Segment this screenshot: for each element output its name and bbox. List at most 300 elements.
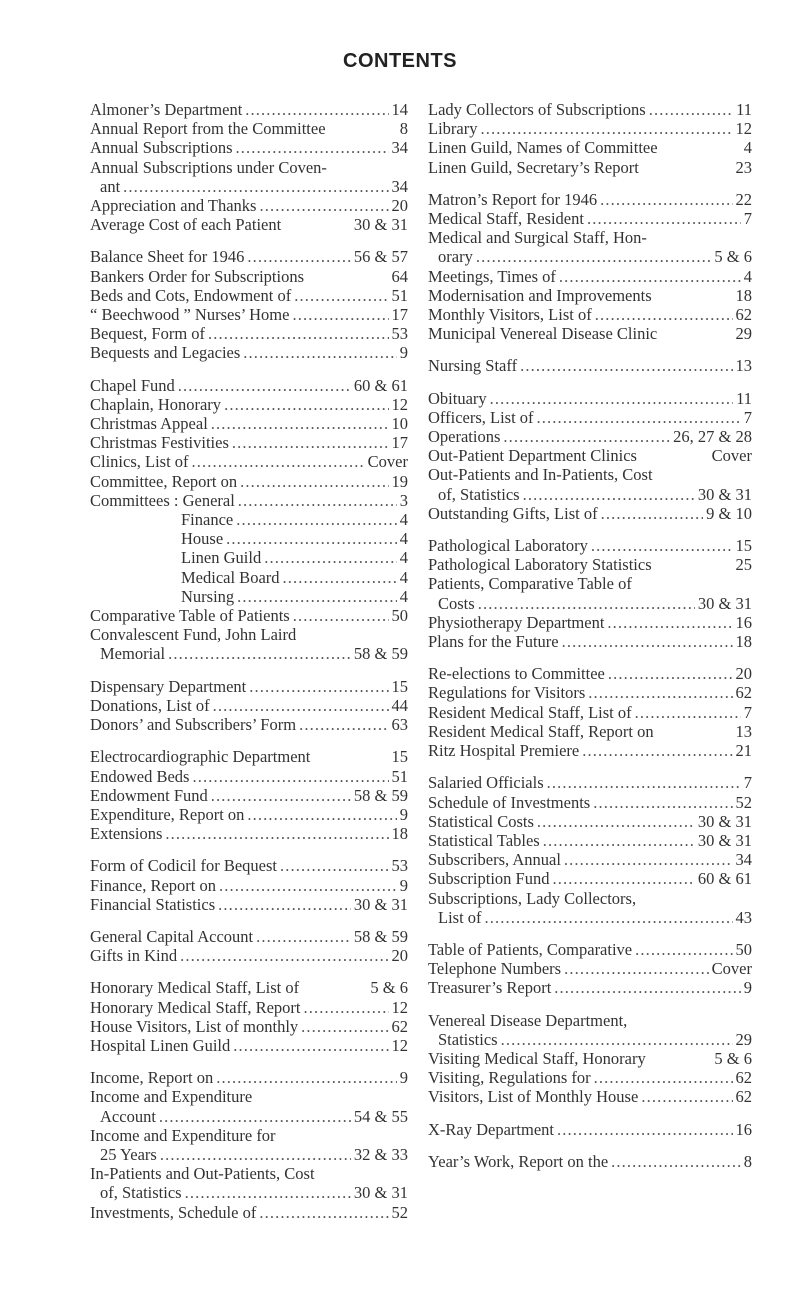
leader-dots — [192, 452, 365, 471]
index-entry — [90, 414, 408, 433]
index-entry — [90, 805, 408, 824]
index-entry — [90, 946, 408, 965]
leader-dots — [247, 247, 351, 266]
leader-dots — [588, 683, 732, 702]
leader-dots — [537, 408, 741, 427]
entry-label: Honorary Medical Staff, List of — [90, 978, 300, 998]
entry-label: Subscription Fund — [428, 869, 550, 889]
entry-label: Pathological Laboratory Statistics — [428, 555, 652, 575]
index-entry — [90, 895, 408, 914]
entry-page-number: 52 — [391, 1202, 408, 1222]
index-entry — [428, 555, 752, 574]
entry-page-number: 4 — [399, 548, 408, 568]
index-entry — [90, 1203, 408, 1222]
entry-label: Christmas Appeal — [90, 414, 208, 434]
index-entry — [90, 286, 408, 305]
index-entry — [90, 138, 408, 157]
entry-label: Committee, Report on — [90, 471, 238, 491]
entry-label: Annual Report from the Committee — [90, 119, 326, 139]
index-entry-heading: Medical and Surgical Staff, Hon- — [428, 228, 647, 248]
entry-label: Visiting, Regulations for — [428, 1068, 591, 1088]
leader-dots — [503, 427, 670, 446]
entry-page-number: 62 — [735, 1087, 752, 1107]
entry-label: Salaried Officials — [428, 773, 544, 793]
leader-dots — [247, 805, 396, 824]
entry-label: Nursing — [181, 586, 235, 606]
entry-page-number: 50 — [391, 606, 408, 626]
entry-page-number: 5 & 6 — [714, 247, 752, 267]
index-entry — [90, 998, 408, 1017]
leader-dots — [594, 1068, 733, 1087]
index-entry — [90, 491, 408, 510]
entry-page-number: 15 — [391, 676, 408, 696]
index-entry — [90, 324, 408, 343]
entry-label: Electrocardiographic Department — [90, 747, 311, 767]
entry-page-number: 7 — [743, 773, 752, 793]
index-entry — [428, 286, 752, 305]
entry-page-number: 9 — [399, 343, 408, 363]
entry-page-number: 51 — [391, 766, 408, 786]
index-entry — [428, 664, 752, 683]
leader-dots — [476, 247, 712, 266]
index-entry — [90, 452, 408, 471]
index-entry — [428, 1120, 752, 1139]
leader-dots — [593, 793, 732, 812]
entry-label: Honorary Medical Staff, Report — [90, 997, 301, 1017]
entry-label: Medical Board — [181, 567, 280, 587]
index-entry-heading: Convalescent Fund, John Laird — [90, 625, 297, 645]
entry-label: Investments, Schedule of — [90, 1202, 257, 1222]
index-entry — [90, 1145, 408, 1164]
entry-label: Linen Guild — [181, 548, 262, 568]
index-entry — [428, 356, 752, 375]
entry-label: Comparative Table of Patients — [90, 606, 290, 626]
leader-dots — [303, 998, 388, 1017]
index-entry — [428, 324, 752, 343]
leader-dots — [587, 209, 741, 228]
index-entry — [90, 1107, 408, 1126]
index-entry — [428, 1068, 752, 1087]
index-entry — [90, 529, 408, 548]
entry-label: Balance Sheet for 1946 — [90, 247, 245, 267]
entry-label: Endowment Fund — [90, 785, 208, 805]
entry-page-number: 26, 27 & 28 — [673, 427, 752, 447]
index-entry — [428, 446, 752, 465]
index-entry — [90, 786, 408, 805]
entry-label: Chaplain, Honorary — [90, 394, 222, 414]
leader-dots — [259, 196, 388, 215]
section-gap — [428, 998, 752, 1011]
entry-label: 25 Years — [100, 1144, 157, 1164]
entry-label: Chapel Fund — [90, 375, 175, 395]
leader-dots — [165, 824, 388, 843]
index-entry-heading: Patients, Comparative Table of — [428, 574, 632, 594]
index-entry — [90, 1036, 408, 1055]
entry-page-number: 4 — [743, 266, 752, 286]
index-entry — [90, 644, 408, 663]
entry-label: Resident Medical Staff, List of — [428, 702, 632, 722]
index-entry — [90, 196, 408, 215]
index-entry — [90, 856, 408, 875]
entry-label: Subscribers, Annual — [428, 850, 561, 870]
entry-page-number: 23 — [735, 157, 752, 177]
index-entry — [428, 158, 752, 177]
leader-dots — [292, 305, 388, 324]
leader-dots — [582, 741, 732, 760]
index-entry — [428, 793, 752, 812]
entry-page-number: 5 & 6 — [370, 978, 408, 998]
leader-dots — [211, 786, 351, 805]
entry-label: Statistical Costs — [428, 811, 534, 831]
leader-dots — [520, 356, 732, 375]
entry-label: Endowed Beds — [90, 766, 190, 786]
index-entry — [90, 215, 408, 234]
leader-dots — [635, 703, 741, 722]
entry-page-number: 52 — [735, 792, 752, 812]
entry-page-number: 60 & 61 — [697, 869, 752, 889]
section-gap — [428, 927, 752, 940]
entry-label: Account — [100, 1106, 156, 1126]
index-column-right — [428, 100, 752, 1171]
leader-dots — [280, 856, 389, 875]
entry-page-number: 12 — [735, 119, 752, 139]
index-entry — [90, 696, 408, 715]
entry-page-number: 64 — [391, 266, 408, 286]
entry-label: Physiotherapy Department — [428, 612, 605, 632]
entry-label: Treasurer’s Report — [428, 978, 552, 998]
index-entry — [90, 119, 408, 138]
leader-dots — [208, 324, 388, 343]
entry-page-number: 9 — [399, 804, 408, 824]
entry-page-number: 8 — [743, 1151, 752, 1171]
leader-dots — [218, 895, 351, 914]
section-gap — [428, 1139, 752, 1152]
entry-page-number: Cover — [367, 452, 408, 472]
entry-page-number: 9 — [399, 875, 408, 895]
leader-dots — [547, 773, 741, 792]
entry-label: of, Statistics — [438, 484, 520, 504]
entry-label: Donors’ and Subscribers’ Form — [90, 715, 297, 735]
index-entry — [428, 812, 752, 831]
entry-label: Visiting Medical Staff, Honorary — [428, 1048, 646, 1068]
entry-label: Nursing Staff — [428, 356, 518, 376]
index-entry — [428, 632, 752, 651]
entry-page-number: 34 — [735, 850, 752, 870]
index-entry — [90, 568, 408, 587]
section-gap — [428, 523, 752, 536]
entry-label: Statistics — [438, 1029, 498, 1049]
entry-page-number: 51 — [391, 285, 408, 305]
entry-label: Modernisation and Improvements — [428, 285, 652, 305]
index-entry — [428, 1030, 752, 1049]
section-gap — [428, 1107, 752, 1120]
entry-label: Bankers Order for Subscriptions — [90, 266, 305, 286]
entry-page-number: 25 — [735, 555, 752, 575]
index-entry — [428, 869, 752, 888]
leader-dots — [238, 491, 397, 510]
index-entry — [90, 305, 408, 324]
index-entry — [90, 1017, 408, 1036]
index-entry — [428, 959, 752, 978]
entry-page-number: 14 — [391, 100, 408, 119]
entry-label: Dispensary Department — [90, 676, 247, 696]
entry-page-number: 7 — [743, 407, 752, 427]
entry-label: Pathological Laboratory — [428, 536, 588, 556]
entry-label: Costs — [438, 593, 475, 613]
entry-label: Linen Guild, Names of Committee — [428, 138, 658, 158]
index-entry — [90, 433, 408, 452]
entry-label: Finance — [181, 510, 234, 530]
index-entry-heading: In-Patients and Out-Patients, Cost — [90, 1164, 315, 1184]
index-entry — [90, 510, 408, 529]
leader-dots — [211, 414, 389, 433]
leader-dots — [552, 869, 694, 888]
index-entry — [90, 767, 408, 786]
section-gap — [90, 843, 408, 856]
entry-label: Re-elections to Committee — [428, 664, 605, 684]
leader-dots — [256, 927, 351, 946]
entry-label: Municipal Venereal Disease Clinic — [428, 324, 658, 344]
leader-dots — [595, 305, 733, 324]
leader-dots — [224, 395, 388, 414]
index-entry — [428, 209, 752, 228]
entry-page-number: 34 — [391, 138, 408, 158]
leader-dots — [233, 1036, 388, 1055]
section-gap — [90, 664, 408, 677]
entry-page-number: 30 & 31 — [697, 593, 752, 613]
entry-page-number: 63 — [391, 715, 408, 735]
leader-dots — [236, 510, 397, 529]
entry-page-number: 30 & 31 — [697, 830, 752, 850]
leader-dots — [557, 1120, 733, 1139]
leader-dots — [559, 267, 741, 286]
index-entry — [428, 504, 752, 523]
entry-label: House — [181, 529, 224, 549]
leader-dots — [485, 908, 733, 927]
leader-dots — [293, 606, 389, 625]
entry-label: Telephone Numbers — [428, 959, 562, 979]
entry-page-number: Cover — [711, 446, 752, 466]
entry-page-number: 20 — [391, 196, 408, 216]
index-entry — [428, 850, 752, 869]
entry-page-number: 17 — [391, 433, 408, 453]
entry-page-number: 13 — [735, 356, 752, 376]
leader-dots — [243, 343, 396, 362]
entry-label: House Visitors, List of monthly — [90, 1016, 299, 1036]
entry-page-number: 19 — [391, 471, 408, 491]
index-entry-heading: Income and Expenditure for — [90, 1125, 276, 1145]
section-gap — [90, 1055, 408, 1068]
leader-dots — [490, 389, 733, 408]
leader-dots — [591, 536, 733, 555]
index-entry — [90, 395, 408, 414]
entry-label: orary — [438, 247, 473, 267]
leader-dots — [537, 812, 695, 831]
entry-page-number: 9 — [399, 1068, 408, 1088]
index-entry — [90, 587, 408, 606]
entry-label: Obituary — [428, 388, 487, 408]
leader-dots — [301, 1017, 388, 1036]
index-entry — [90, 472, 408, 491]
leader-dots — [600, 190, 732, 209]
entry-page-number: 8 — [399, 119, 408, 139]
entry-label: Statistical Tables — [428, 830, 540, 850]
leader-dots — [608, 664, 733, 683]
entry-page-number: 3 — [399, 490, 408, 510]
section-gap — [90, 363, 408, 376]
leader-dots — [232, 433, 389, 452]
entry-page-number: 54 & 55 — [353, 1106, 408, 1126]
entry-page-number: 32 & 33 — [353, 1144, 408, 1164]
entry-label: Lady Collectors of Subscriptions — [428, 100, 646, 119]
entry-page-number: 53 — [391, 324, 408, 344]
index-entry — [90, 376, 408, 395]
leader-dots — [237, 587, 397, 606]
entry-label: Expenditure, Report on — [90, 804, 245, 824]
leader-dots — [216, 1068, 396, 1087]
entry-page-number: Cover — [711, 959, 752, 979]
leader-dots — [611, 1152, 741, 1171]
leader-dots — [159, 1107, 351, 1126]
index-entry — [90, 1068, 408, 1087]
index-entry — [428, 1087, 752, 1106]
entry-label: Year’s Work, Report on the — [428, 1151, 609, 1171]
entry-label: Beds and Cots, Endowment of — [90, 285, 292, 305]
index-entry — [90, 978, 408, 997]
leader-dots — [543, 831, 695, 850]
entry-label: Form of Codicil for Bequest — [90, 856, 277, 876]
entry-label: General Capital Account — [90, 926, 254, 946]
entry-label: Library — [428, 119, 478, 139]
leader-dots — [641, 1087, 732, 1106]
entry-page-number: 22 — [735, 189, 752, 209]
index-entry — [428, 389, 752, 408]
entry-label: Matron’s Report for 1946 — [428, 189, 598, 209]
section-gap — [90, 734, 408, 747]
index-entry — [428, 408, 752, 427]
entry-label: Ritz Hospital Premiere — [428, 741, 580, 761]
index-entry — [428, 485, 752, 504]
entry-page-number: 12 — [391, 394, 408, 414]
entry-label: Finance, Report on — [90, 875, 217, 895]
entry-page-number: 30 & 31 — [697, 811, 752, 831]
entry-page-number: 7 — [743, 209, 752, 229]
section-gap — [90, 234, 408, 247]
entry-page-number: 60 & 61 — [353, 375, 408, 395]
entry-label: X-Ray Department — [428, 1119, 554, 1139]
entry-label: Visitors, List of Monthly House — [428, 1087, 639, 1107]
index-entry — [428, 978, 752, 997]
entry-page-number: 30 & 31 — [353, 1183, 408, 1203]
entry-page-number: 5 & 6 — [714, 1048, 752, 1068]
leader-dots — [213, 696, 389, 715]
index-entry-heading: Venereal Disease Department, — [428, 1010, 628, 1030]
entry-label: Resident Medical Staff, Report on — [428, 721, 654, 741]
index-entry — [428, 427, 752, 446]
entry-page-number: 4 — [399, 510, 408, 530]
leader-dots — [480, 119, 732, 138]
leader-dots — [168, 644, 351, 663]
page-title: CONTENTS — [343, 50, 457, 72]
entry-page-number: 58 & 59 — [353, 644, 408, 664]
entry-page-number: 17 — [391, 305, 408, 325]
leader-dots — [607, 613, 732, 632]
entry-page-number: 12 — [391, 997, 408, 1017]
entry-page-number: 58 & 59 — [353, 926, 408, 946]
entry-page-number: 16 — [735, 1119, 752, 1139]
entry-page-number: 4 — [743, 138, 752, 158]
entry-page-number: 9 — [743, 978, 752, 998]
index-entry — [90, 100, 408, 119]
entry-page-number: 4 — [399, 586, 408, 606]
entry-page-number: 43 — [735, 907, 752, 927]
index-entry — [428, 908, 752, 927]
entry-label: Linen Guild, Secretary’s Report — [428, 157, 639, 177]
entry-label: Gifts in Kind — [90, 946, 178, 966]
entry-page-number: 62 — [735, 1068, 752, 1088]
leader-dots — [180, 946, 388, 965]
entry-page-number: 56 & 57 — [353, 247, 408, 267]
entry-page-number: 30 & 31 — [353, 894, 408, 914]
index-entry — [428, 722, 752, 741]
entry-label: Income, Report on — [90, 1068, 214, 1088]
entry-label: Table of Patients, Comparative — [428, 939, 633, 959]
index-entry — [90, 177, 408, 196]
index-entry — [428, 773, 752, 792]
leader-dots — [601, 504, 704, 523]
section-gap — [428, 177, 752, 190]
entry-page-number: 62 — [391, 1016, 408, 1036]
section-gap — [428, 376, 752, 389]
leader-dots — [249, 677, 388, 696]
leader-dots — [219, 876, 397, 895]
entry-label: Officers, List of — [428, 407, 534, 427]
entry-page-number: 13 — [735, 721, 752, 741]
entry-label: Plans for the Future — [428, 632, 559, 652]
index-entry — [90, 606, 408, 625]
entry-label: Extensions — [90, 824, 163, 844]
leader-dots — [564, 850, 733, 869]
index-entry — [428, 100, 752, 119]
entry-label: List of — [438, 907, 482, 927]
entry-page-number: 15 — [391, 747, 408, 767]
entry-page-number: 7 — [743, 702, 752, 722]
index-entry — [90, 876, 408, 895]
leader-dots — [245, 100, 388, 119]
entry-label: Meetings, Times of — [428, 266, 556, 286]
leader-dots — [501, 1030, 733, 1049]
entry-page-number: 16 — [735, 612, 752, 632]
entry-label: Out-Patient Department Clinics — [428, 446, 637, 466]
leader-dots — [226, 529, 397, 548]
entry-page-number: 62 — [735, 683, 752, 703]
index-entry — [428, 119, 752, 138]
index-entry — [428, 594, 752, 613]
entry-label: Committees : General — [90, 490, 235, 510]
leader-dots — [478, 594, 695, 613]
index-entry — [90, 548, 408, 567]
index-entry — [428, 247, 752, 266]
index-entry-heading: Out-Patients and In-Patients, Cost — [428, 465, 653, 485]
entry-label: Almoner’s Department — [90, 100, 243, 119]
index-entry — [428, 1152, 752, 1171]
index-entry — [428, 831, 752, 850]
section-gap — [428, 651, 752, 664]
leader-dots — [562, 632, 733, 651]
index-entry — [428, 138, 752, 157]
leader-dots — [294, 286, 388, 305]
entry-page-number: 15 — [735, 536, 752, 556]
